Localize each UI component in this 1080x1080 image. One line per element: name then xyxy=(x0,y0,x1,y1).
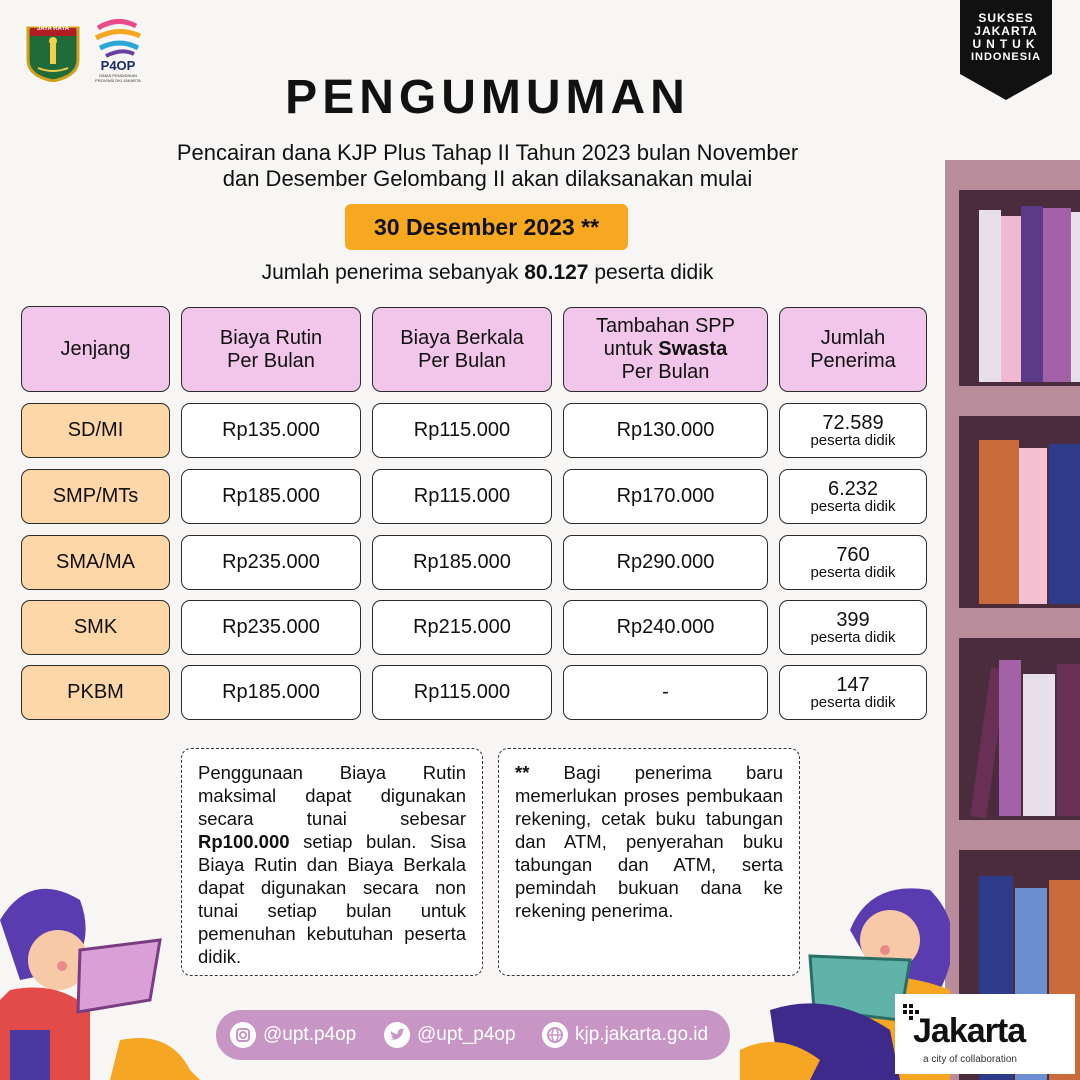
twitter-icon xyxy=(384,1022,410,1048)
header-label: Per Bulan xyxy=(621,361,710,383)
table-row-jenjang: SMP/MTs xyxy=(21,469,170,524)
table-row-jenjang: SD/MI xyxy=(21,403,170,458)
start-date-highlight: 30 Desember 2023 ** xyxy=(345,204,628,250)
header-tambahan-spp xyxy=(563,307,768,392)
header-label: Jumlah xyxy=(820,326,886,349)
badge-line: UNTUK xyxy=(972,37,1040,51)
table-row-jenjang: PKBM xyxy=(21,665,170,720)
table-row-berkala: Rp115.000 xyxy=(372,403,552,458)
jumlah-value: 72.589 xyxy=(822,411,884,434)
jumlah-unit: peserta didik xyxy=(810,693,896,711)
jumlah-value: 399 xyxy=(836,608,870,631)
header-label-bold: Swasta xyxy=(658,338,728,360)
table-row-jumlah xyxy=(779,535,927,590)
jumlah-unit: peserta didik xyxy=(810,431,896,449)
note-asterisk: ** xyxy=(515,762,530,783)
note-text: setiap bulan. Sisa Biaya Rutin dan Biaya Berkala dapat digunakan secara non tunai setiap bulan untuk pemenuhan kebutuhan peserta didik. xyxy=(198,831,466,967)
bookshelf-illustration xyxy=(945,160,1080,1080)
table-row-rutin: Rp185.000 xyxy=(181,469,361,524)
table-row-jenjang: SMK xyxy=(21,600,170,655)
badge-line: INDONESIA xyxy=(970,51,1042,63)
intro-line: Pencairan dana KJP Plus Tahap II Tahun 2023 bulan November xyxy=(176,140,799,165)
count-prefix: Jumlah penerima sebanyak xyxy=(261,261,519,284)
note-biaya-rutin xyxy=(181,748,483,976)
table-row-berkala: Rp215.000 xyxy=(372,600,552,655)
jakarta-wordmark: Jakarta xyxy=(913,1012,1026,1050)
badge-line: SUKSES xyxy=(978,11,1034,25)
table-row-jenjang: SMA/MA xyxy=(21,535,170,590)
note-text: Bagi penerima baru memerlukan proses pembukaan rekening, cetak buku tabungan dan ATM, penyerahan buku tabungan dan ATM, serta pemindah bukuan dana ke rekening penerima. xyxy=(515,762,783,921)
header-jumlah-penerima xyxy=(779,307,927,392)
page-title: PENGUMUMAN xyxy=(285,71,690,124)
twitter-link[interactable] xyxy=(384,1022,516,1048)
jumlah-value: 760 xyxy=(836,543,870,566)
count-value: 80.127 xyxy=(524,261,589,284)
header-label: Biaya Rutin xyxy=(219,326,323,349)
table-row-jumlah xyxy=(779,403,927,458)
p4op-title: P4OP xyxy=(100,58,136,73)
globe-icon xyxy=(542,1022,568,1048)
table-row-spp: Rp170.000 xyxy=(563,469,768,524)
jaya-raya-text: JAYA RAYA xyxy=(36,26,70,32)
twitter-handle: @upt_p4op xyxy=(417,1024,516,1045)
jumlah-unit: peserta didik xyxy=(810,497,896,515)
website-url: kjp.jakarta.go.id xyxy=(575,1024,709,1045)
instagram-icon xyxy=(230,1022,256,1048)
table-row-rutin: Rp185.000 xyxy=(181,665,361,720)
header-label xyxy=(604,338,727,361)
count-suffix: peserta didik xyxy=(594,261,714,284)
header-label: Biaya Berkala xyxy=(400,326,524,349)
table-row-berkala: Rp115.000 xyxy=(372,665,552,720)
header-label: Per Bulan xyxy=(227,349,315,372)
table-row-spp: Rp290.000 xyxy=(563,535,768,590)
intro-line: dan Desember Gelombang II akan dilaksanakan mulai xyxy=(222,166,753,191)
table-row-spp: Rp240.000 xyxy=(563,600,768,655)
table-row-rutin: Rp235.000 xyxy=(181,600,361,655)
jumlah-value: 6.232 xyxy=(827,477,879,500)
table-row-rutin: Rp135.000 xyxy=(181,403,361,458)
p4op-subtitle: DINAS PENDIDIKAN PROVINSI DKI JAKARTA xyxy=(95,73,141,83)
instagram-handle: @upt.p4op xyxy=(263,1024,357,1045)
table-row-jumlah xyxy=(779,665,927,720)
p4op-swirl-icon xyxy=(92,18,144,58)
jumlah-unit: peserta didik xyxy=(810,563,896,581)
header-biaya-rutin xyxy=(181,307,361,392)
intro-text xyxy=(0,140,975,192)
table-row-berkala: Rp115.000 xyxy=(372,469,552,524)
table-row-jumlah xyxy=(779,600,927,655)
reading-boy-illustration xyxy=(0,880,200,1080)
header-label: Per Bulan xyxy=(418,349,506,372)
header-label: Penerima xyxy=(810,349,896,372)
header-label-part: untuk xyxy=(603,338,653,360)
social-bar xyxy=(216,1010,730,1060)
header-jenjang xyxy=(21,306,170,392)
jumlah-unit: peserta didik xyxy=(810,628,896,646)
table-row-rutin: Rp235.000 xyxy=(181,535,361,590)
website-link[interactable] xyxy=(542,1022,708,1048)
header-label: Jenjang xyxy=(60,337,131,360)
recipient-count-line xyxy=(0,261,975,285)
header-biaya-berkala xyxy=(372,307,552,392)
instagram-link[interactable] xyxy=(230,1022,356,1048)
table-row-spp: Rp130.000 xyxy=(563,403,768,458)
jakarta-logo xyxy=(895,994,1075,1074)
badge-line: JAKARTA xyxy=(974,24,1038,38)
table-row-jumlah xyxy=(779,469,927,524)
table-row-spp: - xyxy=(563,665,768,720)
table-row-berkala: Rp185.000 xyxy=(372,535,552,590)
note-amount: Rp100.000 xyxy=(198,831,290,852)
note-text: Penggunaan Biaya Rutin maksimal dapat digunakan secara tunai sebesar xyxy=(198,762,466,829)
jakarta-tagline: a city of collaboration xyxy=(923,1054,1017,1065)
header-label: Tambahan SPP xyxy=(596,315,735,337)
note-penerima-baru xyxy=(498,748,800,976)
jumlah-value: 147 xyxy=(836,673,870,696)
